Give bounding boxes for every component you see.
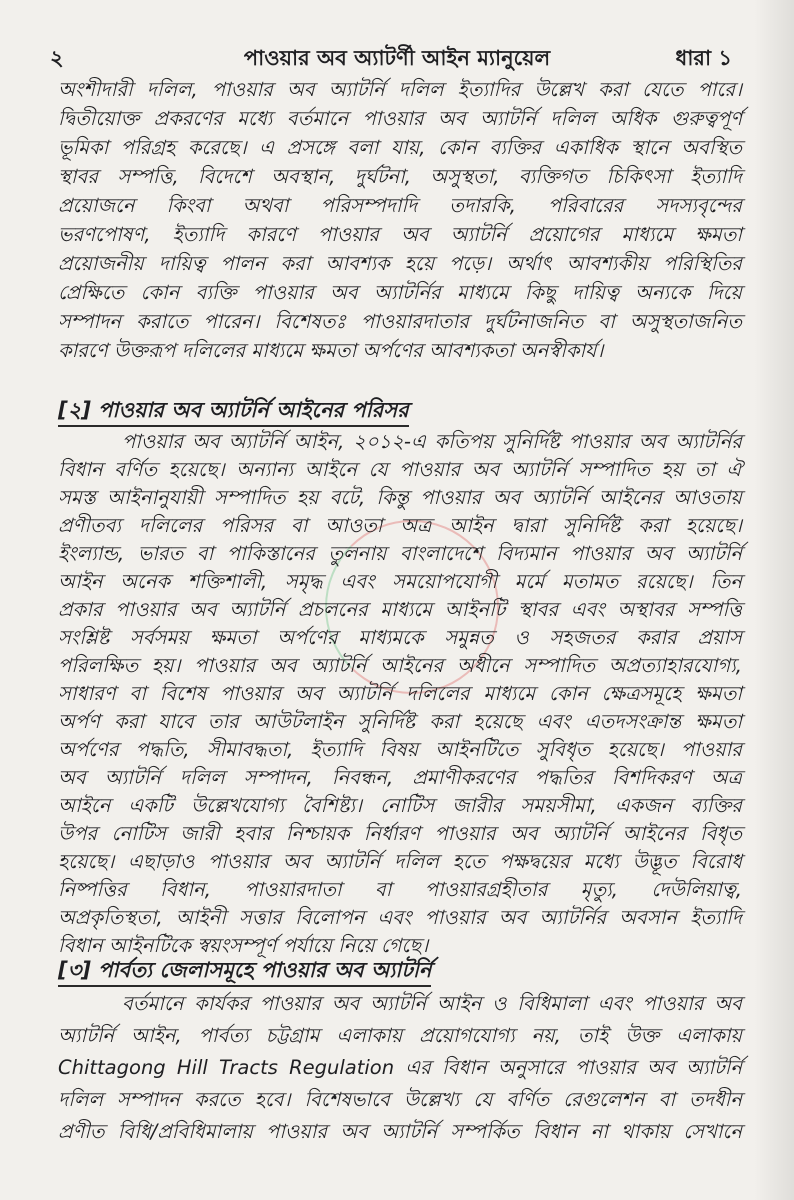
text-line: অর্পণের পদ্ধতি, সীমাবদ্ধতা, ইত্যাদি বিষয় আইনটিতে সুবিধৃত হয়েছে। পাওয়ার xyxy=(58,738,742,761)
text-line: পাওয়ার অব অ্যাটর্নি আইন, ২০১২-এ কতিপয় সুনির্দিষ্ট পাওয়ার অব অ্যাটর্নির xyxy=(122,430,742,453)
text-line: ভূমিকা পরিগ্রহ করেছে। এ প্রসঙ্গে বলা যায়, কোন ব্যক্তির একাধিক স্থানে অবস্থিত xyxy=(58,136,742,159)
text-line: প্রেক্ষিতে কোন ব্যক্তি পাওয়ার অব অ্যাটর্নির মাধ্যমে কিছু দায়িত্ব অন্যকে দিয়ে xyxy=(58,281,742,304)
text-line: প্রণীতব্য দলিলের পরিসর বা আওতা অত্র আইন দ্বারা সুনির্দিষ্ট করা হয়েছে। xyxy=(58,514,742,537)
section-heading-3: [৩] পার্বত্য জেলাসমূহে পাওয়ার অব অ্যাটর্নি xyxy=(58,958,432,982)
text-line: সমস্ত আইনানুযায়ী সম্পাদিত হয় বটে, কিন্তু পাওয়ার অব অ্যাটর্নি আইনের আওতায় xyxy=(58,486,742,509)
text-line: সাধারণ বা বিশেষ পাওয়ার অব অ্যাটর্নি দলিলের মাধ্যমে কোন ক্ষেত্রসমূহে ক্ষমতা xyxy=(58,682,742,705)
text-line: বর্তমানে কার্যকর পাওয়ার অব অ্যাটর্নি আইন ও বিধিমালা এবং পাওয়ার অব xyxy=(122,992,742,1015)
text-line: সম্পাদন করাতে পারেন। বিশেষতঃ পাওয়ারদাতার দুর্ঘটনাজনিত বা অসুস্থতাজনিত xyxy=(58,310,742,333)
text-line: অব অ্যাটর্নি দলিল সম্পাদন, নিবন্ধন, প্রমাণীকরণের পদ্ধতির বিশদিকরণ অত্র xyxy=(58,766,742,789)
text-line: অ্যাটর্নি আইন, পার্বত্য চট্টগ্রাম এলাকায় প্রয়োগযোগ্য নয়, তাই উক্ত এলাকায় xyxy=(58,1024,742,1047)
page-edge-shadow xyxy=(754,0,794,1200)
text-line: আইনে একটি উল্লেখযোগ্য বৈশিষ্ট্য। নোটিস জারীর সময়সীমা, একজন ব্যক্তির xyxy=(58,794,742,817)
section-label: ধারা ১ xyxy=(675,46,732,70)
text-line: সংশ্লিষ্ট সর্বসময় ক্ষমতা অর্পণের মাধ্যমকে সমুন্নত ও সহজতর করার প্রয়াস xyxy=(58,626,742,649)
text-line: প্রয়োজনীয় দায়িত্ব পালন করা আবশ্যক হয়ে পড়ে। অর্থাৎ আবশ্যকীয় পরিস্থিতির xyxy=(58,252,742,275)
text-line: প্রণীত বিধি/প্রবিধিমালায় পাওয়ার অব অ্যাটর্নি সম্পর্কিত বিধান না থাকায় সেখানে xyxy=(58,1120,742,1143)
text-line: হয়েছে। এছাড়াও পাওয়ার অব অ্যাটর্নি দলিল হতে পক্ষদ্বয়ের মধ্যে উদ্ভূত বিরোধ xyxy=(58,850,742,873)
text-line: অপ্রকৃতিস্থতা, আইনী সত্তার বিলোপন এবং পাওয়ার অব অ্যাটর্নির অবসান ইত্যাদি xyxy=(58,906,742,929)
text-line: উপর নোটিস জারী হবার নিশ্চায়ক নির্ধারণ পাওয়ার অব অ্যাটর্নি আইনের বিধৃত xyxy=(58,822,742,845)
text-line: আইন অনেক শক্তিশালী, সমৃদ্ধ এবং সময়োপযোগী মর্মে মতামত রয়েছে। তিন xyxy=(58,570,742,593)
text-line: অর্পণ করা যাবে তার আউটলাইন সুনির্দিষ্ট করা হয়েছে এবং এতদসংক্রান্ত ক্ষমতা xyxy=(58,710,742,733)
text-line: কারণে উক্তরূপ দলিলের মাধ্যমে ক্ষমতা অর্পণের আবশ্যকতা অনস্বীকার্য। xyxy=(58,339,604,362)
text-line: Chittagong Hill Tracts Regulation এর বিধান অনুসারে পাওয়ার অব অ্যাটর্নি xyxy=(58,1056,742,1079)
text-line: বিধান আইনটিকে স্বয়ংসম্পূর্ণ পর্যায়ে নিয়ে গেছে। xyxy=(58,934,429,957)
text-line: দলিল সম্পাদন করতে হবে। বিশেষভাবে উল্লেখ্য যে বর্ণিত রেগুলেশন বা তদধীন xyxy=(58,1088,742,1111)
text-line: প্রকার পাওয়ার অব অ্যাটর্নি প্রচলনের মাধ্যমে আইনটি স্থাবর এবং অস্থাবর সম্পত্তি xyxy=(58,598,742,621)
section-heading-2: [২] পাওয়ার অব অ্যাটর্নি আইনের পরিসর xyxy=(58,398,409,422)
text-line: প্রয়োজনে কিংবা অথবা পরিসম্পদাদি তদারকি, পরিবারের সদস্যবৃন্দের xyxy=(58,194,742,217)
text-line: অংশীদারী দলিল, পাওয়ার অব অ্যাটর্নি দলিল ইত্যাদির উল্লেখ করা যেতে পারে। xyxy=(58,78,742,101)
running-title: পাওয়ার অব অ্যাটর্ণী আইন ম্যানুয়েল xyxy=(243,46,551,70)
text-line: বিধান বর্ণিত হয়েছে। অন্যান্য আইনে যে পাওয়ার অব অ্যাটর্নি সম্পাদিত হয় তা ঐ xyxy=(58,458,742,481)
text-line: দ্বিতীয়োক্ত প্রকরণের মধ্যে বর্তমানে পাওয়ার অব অ্যাটর্নি দলিল অধিক গুরুত্বপূর্ণ xyxy=(58,107,742,130)
text-line: স্থাবর সম্পত্তি, বিদেশে অবস্থান, দুর্ঘটনা, অসুস্থতা, ব্যক্তিগত চিকিৎসা ইত্যাদি xyxy=(58,165,742,188)
page-number: ২ xyxy=(50,46,64,70)
text-line: নিষ্পত্তির বিধান, পাওয়ারদাতা বা পাওয়ারগ্রহীতার মৃত্যু, দেউলিয়াত্ব, xyxy=(58,878,742,901)
text-line: ভরণপোষণ, ইত্যাদি কারণে পাওয়ার অব অ্যাটর্নি প্রয়োগের মাধ্যমে ক্ষমতা xyxy=(58,223,742,246)
text-line: পরিলক্ষিত হয়। পাওয়ার অব অ্যাটর্নি আইনের অধীনে সম্পাদিত অপ্রত্যাহারযোগ্য, xyxy=(58,654,742,677)
text-line: ইংল্যান্ড, ভারত বা পাকিস্তানের তুলনায় বাংলাদেশে বিদ্যমান পাওয়ার অব অ্যাটর্নি xyxy=(58,542,742,565)
